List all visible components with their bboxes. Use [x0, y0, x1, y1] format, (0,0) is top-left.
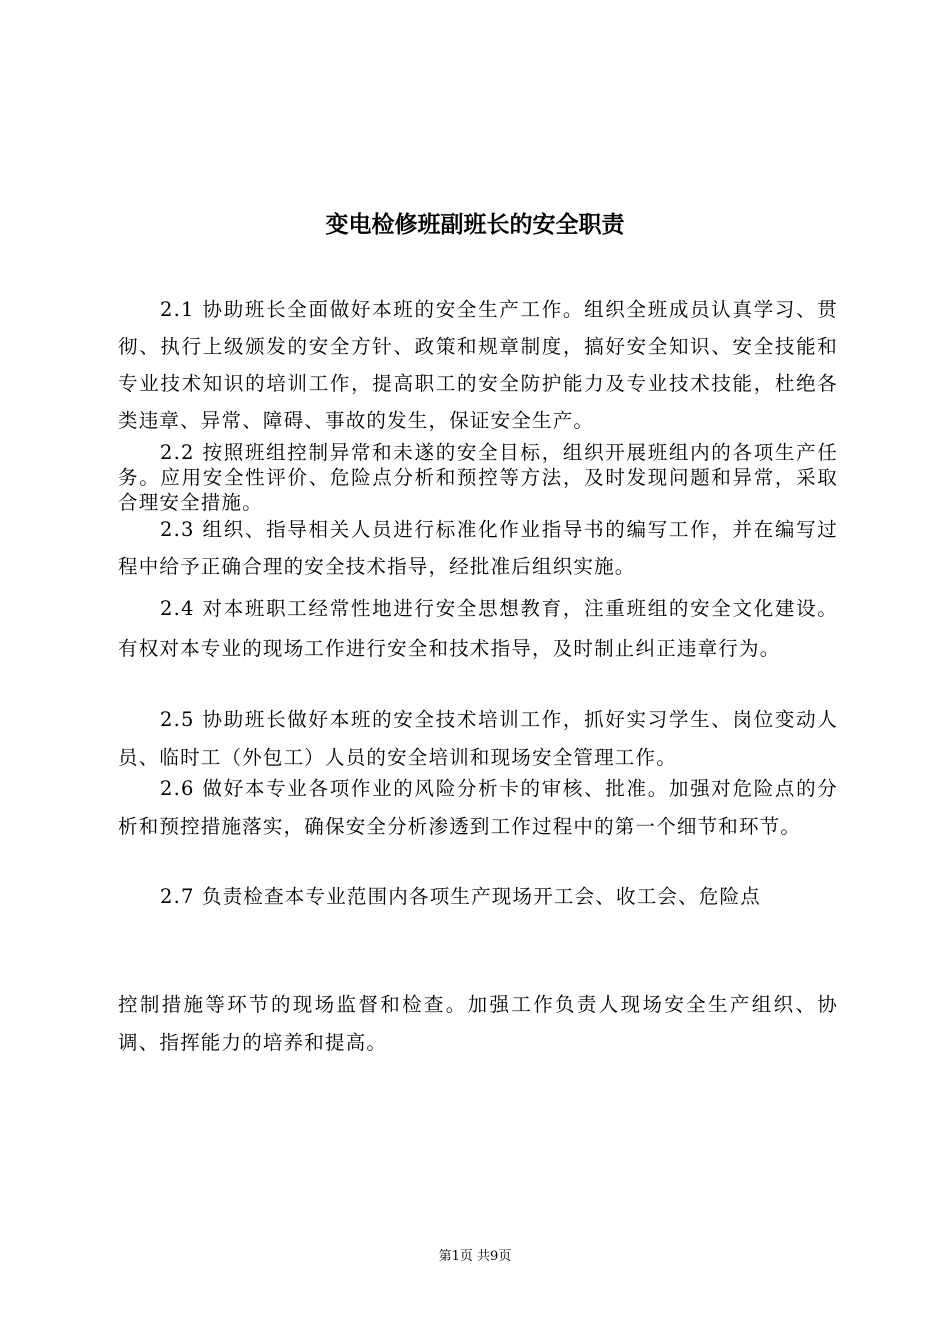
page-title: 变电检修班副班长的安全职责 — [325, 212, 625, 238]
paragraph-2-7-continued: 控制措施等环节的现场监督和检查。加强工作负责人现场安全生产组织、协调、指挥能力的培养和提高。 — [118, 993, 838, 1054]
page-number-footer: 第1页 共9页 — [438, 1249, 512, 1264]
paragraph-2-1: 2.1 协助班长全面做好本班的安全生产工作。组织全班成员认真学习、贯彻、执行上级颁发的安全方针、政策和规章制度，搞好安全知识、安全技能和专业技术知识的培训工作，提高职工的安全防护能力及专业技术技能，杜绝各类违章、异常、障碍、事故的发生，保证安全生产。 — [118, 298, 838, 432]
paragraph-2-7: 2.7 负责检查本专业范围内各项生产现场开工会、收工会、危险点 — [160, 885, 761, 908]
paragraph-2-2: 2.2 按照班组控制异常和未遂的安全目标，组织开展班组内的各项生产任务。应用安全性评价、危险点分析和预控等方法，及时发现问题和异常，采取合理安全措施。 — [118, 441, 838, 514]
paragraph-2-6: 2.6 做好本专业各项作业的风险分析卡的审核、批准。加强对危险点的分析和预控措施落实，确保安全分析渗透到工作过程中的第一个细节和环节。 — [118, 777, 838, 838]
paragraph-2-4: 2.4 对本班职工经常性地进行安全思想教育，注重班组的安全文化建设。有权对本专业的现场工作进行安全和技术指导，及时制止纠正违章行为。 — [118, 597, 838, 660]
paragraph-2-5: 2.5 协助班长做好本班的安全技术培训工作，抓好实习学生、岗位变动人员、临时工（外包工）人员的安全培训和现场安全管理工作。 — [118, 708, 838, 769]
paragraph-2-3: 2.3 组织、指导相关人员进行标准化作业指导书的编写工作，并在编写过程中给予正确合理的安全技术指导，经批准后组织实施。 — [118, 518, 838, 578]
